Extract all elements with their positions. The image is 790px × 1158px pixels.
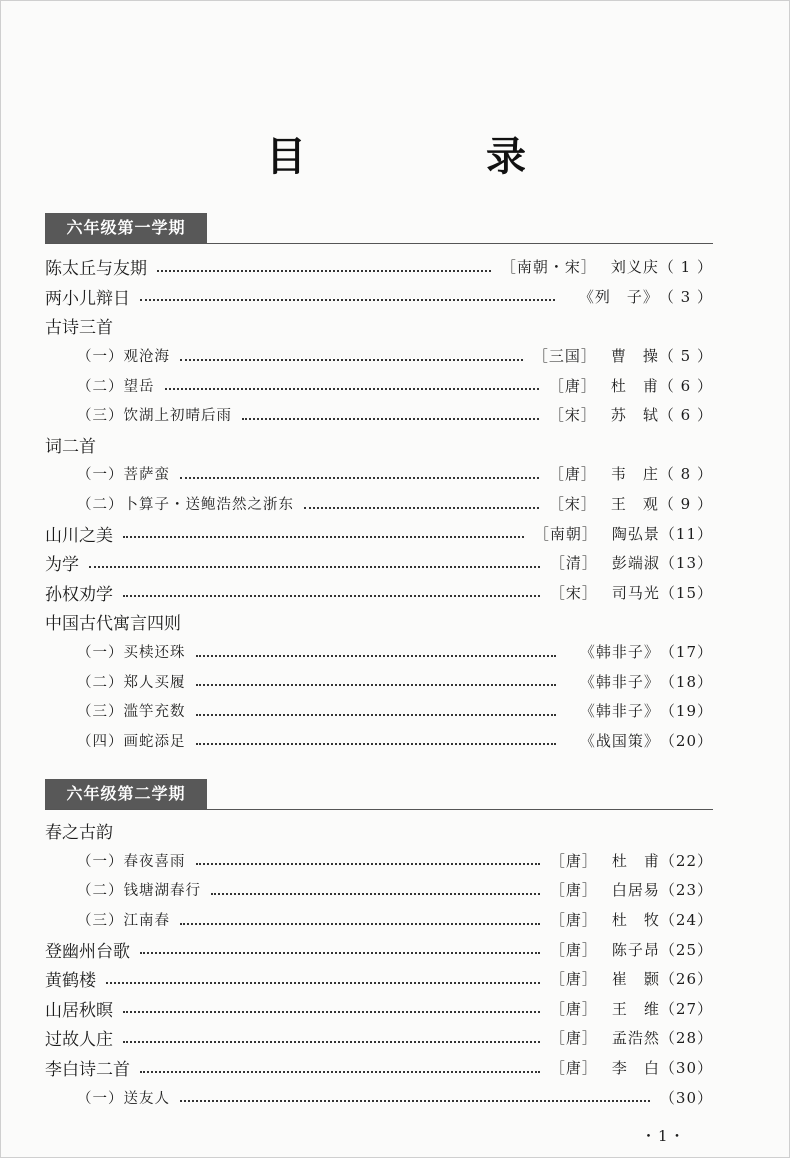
entry-dynasty: ［宋］ xyxy=(548,406,597,425)
entry-author: 《列 子》 xyxy=(578,287,659,306)
toc-entry[interactable] xyxy=(45,816,713,846)
entry-page: （ 6 ） xyxy=(658,406,713,425)
toc-list-term1 xyxy=(45,252,713,755)
entry-title: 为学 xyxy=(45,555,79,576)
entry-author: 《韩非子》 xyxy=(579,643,660,662)
entry-meta xyxy=(550,552,713,573)
entry-page: （ 6 ） xyxy=(658,376,713,395)
entry-title: （二）钱塘湖春行 xyxy=(77,883,201,900)
dot-leader xyxy=(106,982,540,984)
entry-page: （ 5 ） xyxy=(658,347,713,366)
entry-author: 苏 轼 xyxy=(610,406,659,425)
entry-title: 陈太丘与友期 xyxy=(45,259,147,280)
entry-meta xyxy=(550,968,713,989)
dot-leader xyxy=(157,270,491,272)
entry-meta xyxy=(550,879,713,900)
entry-author: 杜 甫 xyxy=(610,376,659,395)
entry-meta xyxy=(549,463,713,484)
entry-dynasty: ［唐］ xyxy=(549,881,598,900)
entry-author: 杜 甫 xyxy=(611,851,660,870)
entry-page: （ 9 ） xyxy=(658,495,713,514)
entry-title: （三）饮湖上初晴后雨 xyxy=(77,408,232,425)
toc-entry[interactable] xyxy=(45,282,713,312)
entry-dynasty: ［唐］ xyxy=(549,851,598,870)
entry-title: 两小儿辩日 xyxy=(45,288,130,309)
entry-author: 韦 庄 xyxy=(610,465,659,484)
entry-page: （22） xyxy=(659,851,713,870)
entry-title: 古诗三首 xyxy=(45,318,113,339)
dot-leader xyxy=(123,1011,540,1013)
dot-leader xyxy=(180,359,523,361)
entry-meta xyxy=(550,582,713,603)
toc-entry[interactable] xyxy=(45,607,713,637)
dot-leader xyxy=(123,595,540,597)
page-number: ・1・ xyxy=(641,1127,687,1145)
dot-leader xyxy=(123,1041,540,1043)
dot-leader xyxy=(140,299,555,301)
dot-leader xyxy=(304,507,539,509)
entry-author: 崔 颢 xyxy=(611,970,660,989)
entry-title: 过故人庄 xyxy=(45,1030,113,1051)
entry-author: 陈子昂 xyxy=(611,940,660,959)
dot-leader xyxy=(180,1100,650,1102)
entry-meta xyxy=(566,641,713,662)
entry-title: （三）滥竽充数 xyxy=(77,704,186,721)
toc-entry[interactable] xyxy=(45,252,713,282)
entry-meta xyxy=(660,1087,713,1108)
entry-author: 李 白 xyxy=(611,1059,660,1078)
toc-entry[interactable] xyxy=(45,459,713,489)
entry-dynasty: ［宋］ xyxy=(548,495,597,514)
entry-title: （三）江南春 xyxy=(77,913,170,930)
entry-author: 司马光 xyxy=(611,583,660,602)
dot-leader xyxy=(196,655,556,657)
entry-dynasty: ［唐］ xyxy=(548,376,597,395)
entry-author: 刘义庆 xyxy=(610,258,659,277)
page-title: 目 录 xyxy=(266,134,596,180)
toc-entry[interactable] xyxy=(45,1082,713,1112)
toc-entry[interactable] xyxy=(45,578,713,608)
toc-entry[interactable] xyxy=(45,905,713,935)
dot-leader xyxy=(140,952,540,954)
entry-dynasty: ［唐］ xyxy=(549,999,598,1018)
dot-leader xyxy=(211,893,540,895)
entry-title: （一）送友人 xyxy=(77,1090,170,1107)
toc-entry[interactable] xyxy=(45,994,713,1024)
entry-meta xyxy=(549,404,713,425)
entry-page: （28） xyxy=(659,1029,713,1048)
entry-page: （ 3 ） xyxy=(658,287,713,306)
toc-entry[interactable] xyxy=(45,518,713,548)
entry-page: （20） xyxy=(659,731,713,750)
toc-entry[interactable] xyxy=(45,370,713,400)
entry-dynasty: ［清］ xyxy=(549,554,598,573)
toc-entry[interactable] xyxy=(45,400,713,430)
entry-page: （13） xyxy=(659,554,713,573)
entry-author: 彭端淑 xyxy=(611,554,660,573)
entry-meta xyxy=(550,909,713,930)
entry-meta xyxy=(550,939,713,960)
section-label-grade6-term1: 六年级第一学期 xyxy=(45,213,207,243)
dot-leader xyxy=(180,477,539,479)
section-rule xyxy=(45,243,713,244)
entry-dynasty: ［唐］ xyxy=(549,911,598,930)
entry-title: 山川之美 xyxy=(45,525,113,546)
entry-dynasty: ［南朝］ xyxy=(533,524,598,543)
toc-entry[interactable] xyxy=(45,666,713,696)
entry-page: （ 8 ） xyxy=(658,465,713,484)
entry-dynasty: ［宋］ xyxy=(549,583,598,602)
entry-meta xyxy=(566,730,713,751)
entry-page: （ 1 ） xyxy=(658,258,713,277)
entry-title: （一）买椟还珠 xyxy=(77,645,186,662)
entry-title: （四）画蛇添足 xyxy=(77,733,186,750)
dot-leader xyxy=(140,1071,540,1073)
entry-meta xyxy=(566,700,713,721)
dot-leader xyxy=(89,566,540,568)
entry-title: 山居秋暝 xyxy=(45,1000,113,1021)
toc-entry[interactable] xyxy=(45,875,713,905)
toc-entry[interactable] xyxy=(45,934,713,964)
dot-leader xyxy=(180,923,540,925)
entry-meta xyxy=(565,286,713,307)
entry-dynasty: ［唐］ xyxy=(549,940,598,959)
entry-author: 《韩非子》 xyxy=(579,672,660,691)
toc-list-term2 xyxy=(45,816,713,1112)
entry-page: （15） xyxy=(659,583,713,602)
entry-page: （17） xyxy=(659,643,713,662)
entry-meta xyxy=(550,1057,713,1078)
toc-entry[interactable] xyxy=(45,489,713,519)
entry-title: 黄鹤楼 xyxy=(45,971,96,992)
entry-title: （二）望岳 xyxy=(77,378,155,395)
entry-title: （二）卜算子・送鲍浩然之浙东 xyxy=(77,497,294,514)
toc-entry[interactable] xyxy=(45,548,713,578)
entry-author: 孟浩然 xyxy=(611,1029,660,1048)
dot-leader xyxy=(196,743,556,745)
entry-page: （26） xyxy=(659,970,713,989)
entry-meta xyxy=(566,671,713,692)
entry-page: （23） xyxy=(659,881,713,900)
dot-leader xyxy=(196,863,540,865)
dot-leader xyxy=(123,536,524,538)
entry-page: （19） xyxy=(659,702,713,721)
dot-leader xyxy=(242,418,539,420)
toc-entry[interactable] xyxy=(45,846,713,876)
entry-title: （二）郑人买履 xyxy=(77,674,186,691)
entry-title: （一）菩萨蛮 xyxy=(77,467,170,484)
entry-title: 春之古韵 xyxy=(45,823,113,844)
entry-meta xyxy=(550,998,713,1019)
toc-entry[interactable] xyxy=(45,341,713,371)
entry-dynasty: ［唐］ xyxy=(549,970,598,989)
entry-title: （一）观沧海 xyxy=(77,349,170,366)
entry-title: 词二首 xyxy=(45,436,96,457)
toc-entry[interactable] xyxy=(45,726,713,756)
entry-author: 杜 牧 xyxy=(611,911,660,930)
entry-author: 《战国策》 xyxy=(579,731,660,750)
entry-meta xyxy=(534,523,713,544)
toc-entry[interactable] xyxy=(45,311,713,341)
entry-dynasty: ［三国］ xyxy=(532,347,597,366)
dot-leader xyxy=(165,388,539,390)
entry-dynasty: ［南朝・宋］ xyxy=(500,258,597,277)
entry-title: 登幽州台歌 xyxy=(45,941,130,962)
entry-meta xyxy=(550,1027,713,1048)
entry-dynasty: ［唐］ xyxy=(549,1029,598,1048)
entry-page: （18） xyxy=(659,672,713,691)
entry-dynasty: ［唐］ xyxy=(548,465,597,484)
toc-entry[interactable] xyxy=(45,696,713,726)
entry-meta xyxy=(501,256,713,277)
toc-entry[interactable] xyxy=(45,430,713,460)
dot-leader xyxy=(196,714,556,716)
entry-page: （30） xyxy=(659,1088,713,1107)
entry-title: 李白诗二首 xyxy=(45,1060,130,1081)
toc-entry[interactable] xyxy=(45,964,713,994)
entry-page: （30） xyxy=(659,1059,713,1078)
entry-page: （24） xyxy=(659,911,713,930)
entry-title: （一）春夜喜雨 xyxy=(77,853,186,870)
toc-entry[interactable] xyxy=(45,1023,713,1053)
entry-meta xyxy=(549,493,713,514)
entry-meta xyxy=(533,345,713,366)
entry-meta xyxy=(549,375,713,396)
entry-author: 王 维 xyxy=(611,999,660,1018)
dot-leader xyxy=(196,684,556,686)
section-label-grade6-term2: 六年级第二学期 xyxy=(45,779,207,809)
toc-entry[interactable] xyxy=(45,1053,713,1083)
entry-author: 陶弘景 xyxy=(611,524,660,543)
entry-author: 白居易 xyxy=(611,881,660,900)
entry-author: 王 观 xyxy=(610,495,659,514)
entry-dynasty: ［唐］ xyxy=(549,1059,598,1078)
entry-page: （25） xyxy=(659,940,713,959)
entry-page: （27） xyxy=(659,999,713,1018)
entry-title: 中国古代寓言四则 xyxy=(45,614,181,635)
entry-page: （11） xyxy=(659,524,713,543)
entry-meta xyxy=(550,850,713,871)
entry-author: 《韩非子》 xyxy=(579,702,660,721)
section-rule xyxy=(45,809,713,810)
entry-author: 曹 操 xyxy=(610,347,659,366)
toc-entry[interactable] xyxy=(45,637,713,667)
entry-title: 孙权劝学 xyxy=(45,584,113,605)
